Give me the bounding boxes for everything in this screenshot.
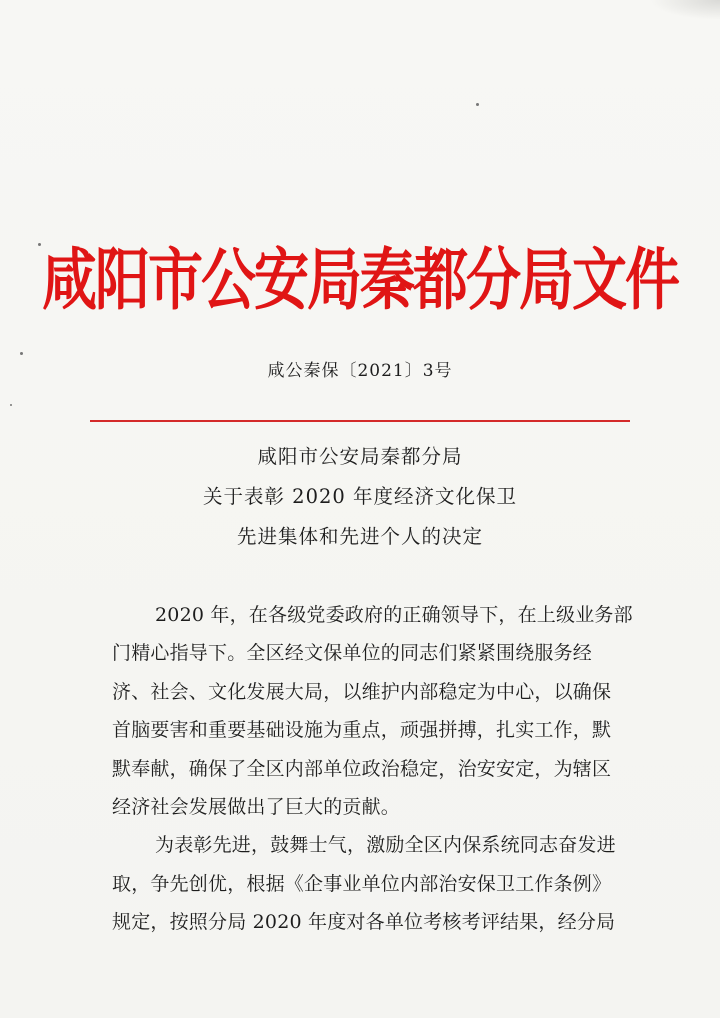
title-line: 关于表彰 2020 年度经济文化保卫	[202, 485, 518, 508]
scan-smudge	[650, 0, 720, 20]
title-line: 先进集体和先进个人的决定	[236, 525, 483, 548]
body-line: 取，争先创优，根据《企事业单位内部治安保卫工作条例》	[112, 872, 612, 895]
body-line: 门精心指导下。全区经文保单位的同志们紧紧围绕服务经	[112, 642, 593, 665]
decision-title	[0, 437, 720, 557]
body-line: 2020 年，在各级党委政府的正确领导下，在上级业务部	[155, 604, 633, 626]
body-line: 首脑要害和重要基础设施为重点，顽强拼搏，扎实工作，默	[112, 719, 612, 742]
scan-speck	[10, 404, 12, 406]
body-line: 规定，按照分局 2020 年度对各单位考核考评结果，经分局	[112, 911, 616, 934]
body-line: 经济社会发展做出了巨大的贡献。	[112, 795, 401, 818]
scan-speck	[20, 352, 23, 355]
body-line: 默奉献，确保了全区内部单位政治稳定，治安安定，为辖区	[112, 757, 612, 780]
document-number: 咸公秦保〔2021〕3号	[267, 361, 453, 381]
body-line: 为表彰先进，鼓舞士气，激励全区内保系统同志奋发进	[155, 834, 616, 857]
document-header-title: 咸阳市公安局秦都分局文件	[41, 240, 678, 319]
scan-speck	[476, 103, 479, 106]
red-separator-rule	[90, 420, 630, 422]
body-text	[112, 596, 633, 942]
title-line: 咸阳市公安局秦都分局	[257, 445, 463, 468]
body-line: 济、社会、文化发展大局，以维护内部稳定为中心，以确保	[112, 680, 612, 703]
